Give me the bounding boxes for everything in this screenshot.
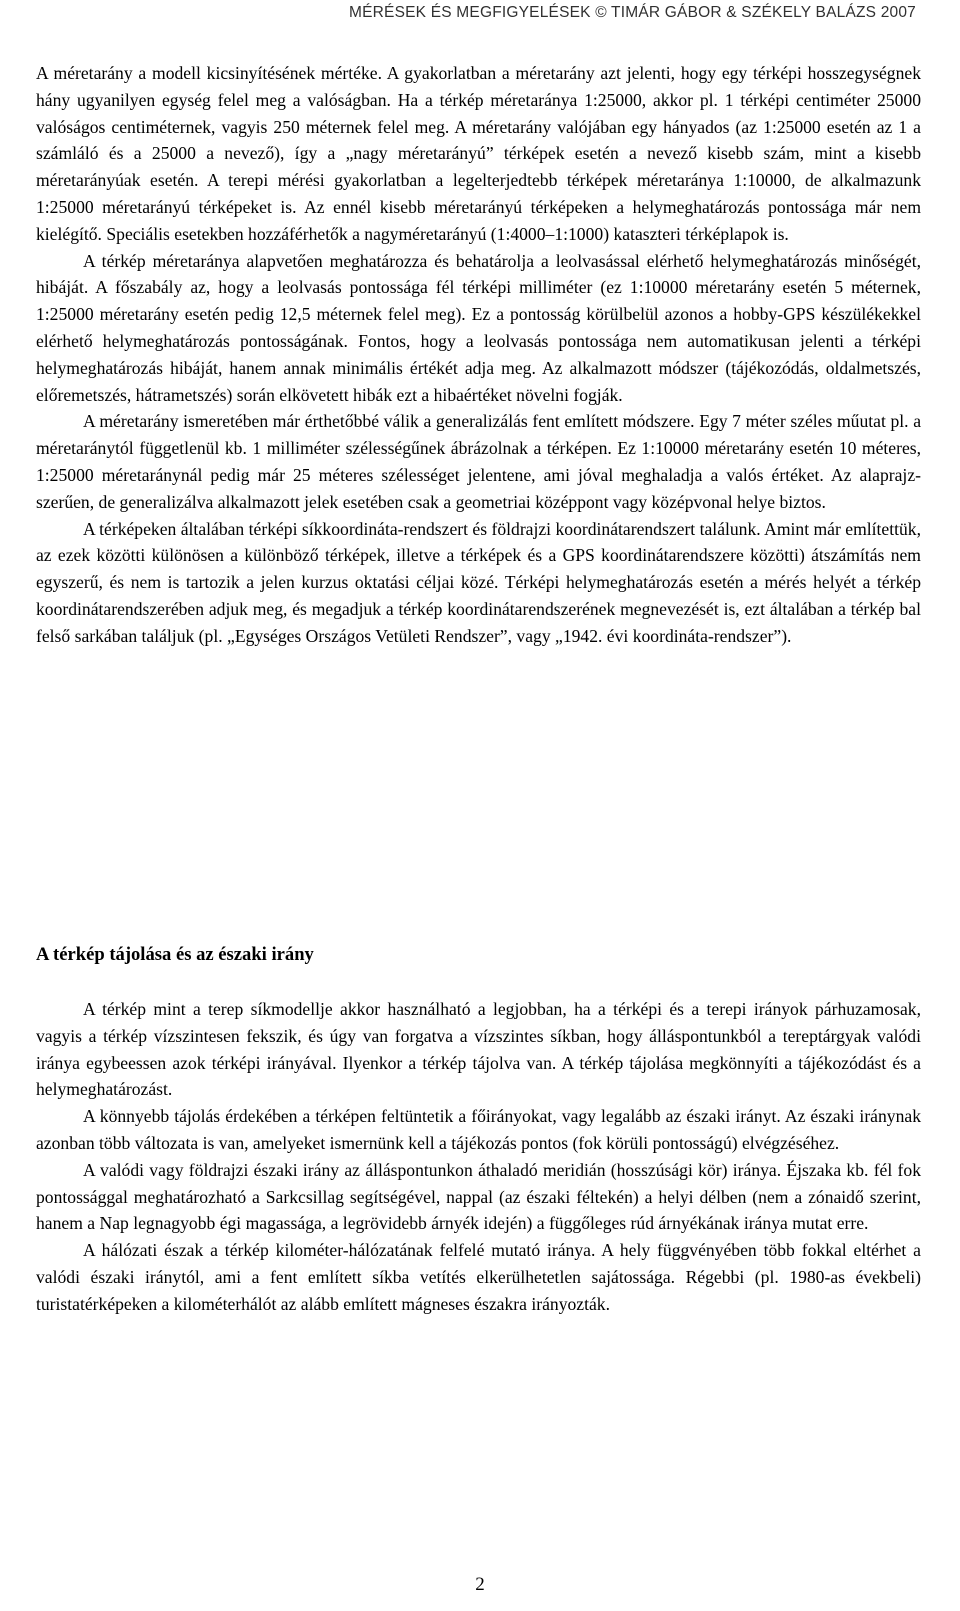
body-text-section: [36, 996, 921, 1318]
paragraph-north-direction: A könnyebb tájolás érdekében a térképen feltüntetik a főirányokat, vagy legalább az északi irányt. Az északi iránynak azonban több változata is van, amelyeket ismernünk kell a tájékozás pontos (fok körüli pontosságú) elvégzéséhez.: [36, 1106, 921, 1153]
paragraph-scale-definition: A méretarány a modell kicsinyítésének mértéke. A gyakorlatban a méretarány azt jelenti, hogy egy térképi hosszegységnek hány ugyanilyen egység felel meg a valóságban. Ha a térkép méretaránya 1:25000, akkor pl. 1 térképi centiméter 25000 valóságos centiméternek, vagyis 250 méternek felel meg. A méretarány valójában egy hányados (az 1:25000 esetén az 1 a számláló és a 25000 a nevező), így a „nagy méretarányú” térképek esetén a nevező kisebb szám, mint a kisebb méretarányúak esetén. A terepi mérési gyakorlatban a legelterjedtebb térképek méretaránya 1:10000, de alkalmazunk 1:25000 méretarányú térképeket is. Az ennél kisebb méretarányú térképeken a helymeghatározás pontossága már nem kielégítő. Speciális esetekben hozzáférhetők a nagyméretarányú (1:4000–1:1000) kataszteri térképlapok is.: [36, 63, 921, 244]
section-title: A térkép tájolása és az északi irány: [36, 944, 314, 965]
body-text-top: [36, 60, 921, 650]
paragraph-coordinate-systems: A térképeken általában térképi síkkoordináta-rendszert és földrajzi koordinátarendszert találunk. Amint már említettük, az ezek közötti különösen a különböző térképek, illetve a térképek és a GPS koordinátarendszere közötti) átszámítás nem egyszerű, és nem is tartozik a jelen kurzus oktatási céljai közé. Térképi helymeghatározás esetén a mérés helyét a térkép koordinátarendszerében adjuk meg, és megadjuk a térkép koordinátarendszerének megnevezését is, ezt általában a térkép bal felső sarkában találjuk (pl. „Egységes Országos Vetületi Rendszer”, vagy „1942. évi koordináta-rendszer”).: [36, 518, 921, 646]
paragraph-scale-accuracy: A térkép méretaránya alapvetően meghatározza és behatárolja a leolvasással elérhető helymeghatározás minőségét, hibáját. A főszabály az, hogy a leolvasás pontossága fél térképi milliméter (ez 1:10000 méretarány esetén 5 méternek, 1:25000 méretarány esetén pedig 12,5 méternek felel meg). Ez a pontosság körülbelül azonos a hobby-GPS készülékekkel elérhető helymeghatározás pontosságának. Fontos, hogy a leolvasás pontossága nem automatikusan jelenti a térképi helymeghatározás hibáját, hanem annak minimális értékét adja meg. Az alkalmazott módszer (tájékozódás, oldalmetszés, előremetszés, hátrametszés) során elkövetett hibák ezt a hibaértéket növelni fogják.: [36, 250, 921, 405]
paragraph-map-orientation: A térkép mint a terep síkmodellje akkor használható a legjobban, ha a térképi és a terepi irányok párhuzamosak, vagyis a térkép vízszintesen fekszik, és úgy van forgatva a vízszintes síkban, hogy álláspontunkból a tereptárgyak valódi iránya egybeessen azok térképi irányával. Ilyenkor a térkép tájolva van. A térkép tájolása megkönnyíti a tájékozódást és a helymeghatározást.: [36, 999, 921, 1100]
running-header: MÉRÉSEK ÉS MEGFIGYELÉSEK © TIMÁR GÁBOR & SZÉKELY BALÁZS 2007: [349, 4, 916, 21]
paragraph-true-north: A valódi vagy földrajzi északi irány az álláspontunkon áthaladó meridián (hosszúsági kör) iránya. Éjszaka kb. fél fok pontossággal meghatározható a Sarkcsillag segítségével, nappal (az északi féltekén) a helyi délben (nem a zónaidő szerint, hanem a Nap legnagyobb égi magassága, a legrövidebb árnyék idején) a függőleges rúd árnyékának iránya mutat erre.: [36, 1159, 921, 1234]
paragraph-generalization: A méretarány ismeretében már érthetőbbé válik a generalizálás fent említett módszere. Egy 7 méter széles műutat pl. a méretaránytól függetlenül kb. 1 milliméter szélességűnek ábrázolnak a térképen. Ez 1:10000 méretarány esetén 10 méteres, 1:25000 méretaránynál pedig már 25 méteres szélességet jelentene, ami jóval meghaladja a valós értéket. Az alaprajz-szerűen, de generalizálva alkalmazott jelek esetében csak a geometriai középpont vagy középvonal helye biztos.: [36, 411, 921, 512]
paragraph-grid-north: A hálózati észak a térkép kilométer-hálózatának felfelé mutató iránya. A hely függvényében több fokkal eltérhet a valódi északi iránytól, ami a fent említett síkba vetítés elkerülhetetlen sajátossága. Régebbi (pl. 1980-as évekbeli) turistatérképeken a kilométerhálót az alább említett mágneses északra irányozták.: [36, 1240, 921, 1314]
page-number: 2: [475, 1574, 485, 1595]
